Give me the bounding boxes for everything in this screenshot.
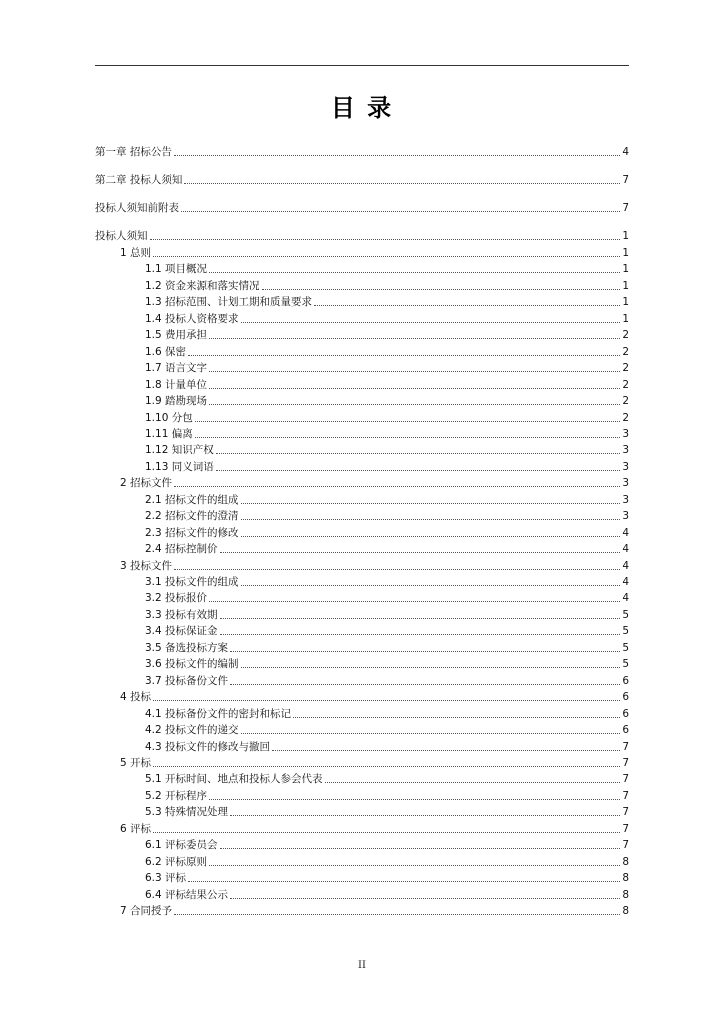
toc-entry[interactable] [145,673,629,687]
toc-entry-label: 3.2 投标报价 [145,592,208,605]
toc-leader-dots [150,239,621,240]
toc-entry[interactable] [145,492,629,506]
toc-leader-dots [216,453,621,454]
toc-entry-label: 投标人须知 [95,230,148,242]
toc-leader-dots [241,585,621,586]
toc-entry-label: 1.5 费用承担 [145,329,208,342]
toc-entry-label: 1.4 投标人资格要求 [145,312,239,325]
toc-entry-page: 7 [622,822,629,835]
toc-entry[interactable] [145,887,629,901]
toc-entry[interactable] [120,475,629,489]
toc-entry-page: 3 [622,510,629,523]
toc-leader-dots [153,700,620,701]
toc-leader-dots [272,750,620,751]
toc-entry-page: 6 [622,707,629,720]
toc-leader-dots [209,272,620,273]
toc-entry[interactable] [145,442,629,456]
toc-entry-page: 1 [622,279,629,292]
toc-leader-dots [184,183,620,184]
toc-entry-page: 2 [622,362,629,375]
toc-leader-dots [220,552,621,553]
toc-entry[interactable] [145,837,629,851]
toc-leader-dots [209,601,620,602]
toc-entry[interactable] [120,558,629,572]
toc-entry[interactable] [145,508,629,522]
toc-leader-dots [153,766,620,767]
toc-leader-dots [209,404,620,405]
toc-entry[interactable] [120,245,629,259]
toc-entry-page: 3 [622,427,629,440]
toc-entry-label: 1.10 分包 [145,411,193,424]
toc-leader-dots [241,503,621,504]
toc-leader-dots [230,651,620,652]
toc-entry[interactable] [120,689,629,703]
toc-entry-label: 5.2 开标程序 [145,789,208,802]
toc-entry[interactable] [145,854,629,868]
toc-entry-page: 7 [622,806,629,819]
toc-entry[interactable] [145,327,629,341]
toc-entry-label: 6 评标 [120,822,152,835]
toc-entry[interactable] [145,771,629,785]
toc-entry-label: 2.4 招标控制价 [145,543,218,556]
toc-entry-label: 2.2 招标文件的澄清 [145,510,239,523]
toc-entry-page: 2 [622,345,629,358]
toc-entry[interactable] [95,172,629,186]
toc-entry-page: 7 [622,740,629,753]
toc-entry-page: 7 [622,773,629,786]
toc-entry-label: 5 开标 [120,756,152,769]
toc-entry-label: 1.8 计量单位 [145,378,208,391]
toc-entry-page: 6 [622,691,629,704]
toc-entry-page: 4 [622,526,629,539]
toc-entry[interactable] [95,228,629,242]
toc-entry[interactable] [145,870,629,884]
toc-leader-dots [325,782,621,783]
toc-entry-page: 1 [622,247,629,259]
toc-entry-label: 1.2 资金来源和落实情况 [145,279,260,292]
toc-entry[interactable] [120,821,629,835]
toc-leader-dots [153,832,620,833]
toc-leader-dots [188,881,620,882]
toc-entry-label: 1.6 保密 [145,345,187,358]
toc-leader-dots [293,717,620,718]
toc-entry-page: 7 [622,756,629,769]
toc-entry[interactable] [145,261,629,275]
toc-entry[interactable] [145,541,629,555]
toc-entry[interactable] [95,144,629,158]
toc-entry[interactable] [145,706,629,720]
toc-entry-label: 6.4 评标结果公示 [145,888,229,901]
toc-entry-label: 1.13 同义词语 [145,460,214,473]
toc-entry-page: 3 [622,477,629,490]
toc-entry[interactable] [145,640,629,654]
toc-entry[interactable] [145,656,629,670]
toc-entry[interactable] [120,755,629,769]
toc-entry-label: 6.2 评标原则 [145,855,208,868]
toc-entry-page: 4 [622,146,629,158]
toc-entry-page: 2 [622,411,629,424]
toc-entry[interactable] [145,360,629,374]
toc-entry-label: 2 招标文件 [120,477,173,490]
toc-entry-page: 5 [622,625,629,638]
toc-title: 目 录 [330,93,394,122]
toc-leader-dots [195,421,621,422]
toc-entry-label: 1.11 偏离 [145,427,193,440]
toc-entry-page: 5 [622,658,629,671]
toc-entry[interactable] [120,903,629,917]
toc-entry-label: 3.1 投标文件的组成 [145,576,239,588]
toc-entry-label: 1.12 知识产权 [145,444,214,457]
toc-entry-page: 7 [622,839,629,852]
toc-entry-page: 6 [622,724,629,737]
toc-entry-page: 4 [622,543,629,556]
toc-leader-dots [174,914,620,915]
toc-entry[interactable] [145,410,629,424]
toc-leader-dots [230,815,620,816]
toc-entry[interactable] [145,739,629,753]
toc-entry[interactable] [145,311,629,325]
toc-leader-dots [174,486,620,487]
toc-leader-dots [209,865,620,866]
toc-entry-page: 6 [622,674,629,687]
toc-entry-page: 3 [622,444,629,457]
toc-leader-dots [216,470,621,471]
toc-leader-dots [153,256,620,257]
toc-leader-dots [241,322,621,323]
toc-entry-page: 2 [622,329,629,342]
toc-entry-label: 7 合同授予 [120,905,173,917]
toc-leader-dots [174,155,620,156]
toc-leader-dots [188,355,620,356]
toc-entry-label: 第一章 招标公告 [95,146,172,158]
toc-entry-label: 3.6 投标文件的编制 [145,658,239,671]
page-number: II [358,960,366,971]
toc-entry[interactable] [145,722,629,736]
toc-leader-dots [220,848,621,849]
toc-entry[interactable] [145,377,629,391]
toc-entry[interactable] [145,788,629,802]
toc-leader-dots [230,898,620,899]
toc-entry-page: 7 [622,174,629,186]
toc-leader-dots [262,289,621,290]
toc-entry-page: 1 [622,296,629,309]
toc-leader-dots [220,634,621,635]
toc-entry[interactable] [95,200,629,214]
toc-leader-dots [209,338,620,339]
toc-entry-label: 3.7 投标备份文件 [145,674,229,687]
toc-entry[interactable] [145,393,629,407]
toc-entry-page: 1 [622,230,629,242]
toc-entry-label: 2.3 招标文件的修改 [145,526,239,539]
toc-entry-page: 5 [622,641,629,654]
toc-leader-dots [220,618,621,619]
toc-entry-page: 8 [622,905,629,917]
toc-entry[interactable] [145,294,629,308]
toc-entry[interactable] [145,525,629,539]
toc-leader-dots [314,305,620,306]
toc-entry-label: 6.3 评标 [145,872,187,885]
toc-entry-label: 4.1 投标备份文件的密封和标记 [145,707,292,720]
toc-entry-label: 1.7 语言文字 [145,362,208,375]
toc-entry[interactable] [145,607,629,621]
toc-entry-label: 5.1 开标时间、地点和投标人参会代表 [145,773,323,786]
toc-entry-label: 1.9 踏勘现场 [145,395,208,408]
toc-entry-label: 3.5 备选投标方案 [145,641,229,654]
toc-entry-page: 2 [622,395,629,408]
toc-entry[interactable] [145,623,629,637]
toc-leader-dots [241,519,621,520]
toc-leader-dots [209,371,620,372]
toc-entry-label: 3 投标文件 [120,559,173,572]
toc-entry-page: 8 [622,872,629,885]
toc-leader-dots [241,733,621,734]
toc-leader-dots [241,536,621,537]
toc-leader-dots [209,388,620,389]
toc-leader-dots [209,799,620,800]
toc-entry-page: 7 [622,789,629,802]
toc-entry-label: 1.1 项目概况 [145,263,208,276]
toc-entry-page: 8 [622,855,629,868]
toc-leader-dots [174,569,620,570]
toc-entry[interactable] [145,459,629,473]
toc-entry-label: 第二章 投标人须知 [95,174,183,186]
toc-leader-dots [181,211,620,212]
toc-leader-dots [230,684,620,685]
toc-entry-page: 3 [622,460,629,473]
toc-entry[interactable] [145,804,629,818]
toc-entry[interactable] [145,278,629,292]
toc-entry[interactable] [145,344,629,358]
toc-entry-label: 3.4 投标保证金 [145,625,218,638]
toc-entry-label: 3.3 投标有效期 [145,608,218,621]
toc-entry-page: 1 [622,312,629,325]
toc-leader-dots [241,667,621,668]
toc-entry-page: 4 [622,592,629,605]
toc-entry-label: 6.1 评标委员会 [145,839,218,852]
toc-entry-page: 7 [622,202,629,214]
toc-entry-label: 4.3 投标文件的修改与撤回 [145,740,271,753]
toc-leader-dots [195,437,621,438]
toc-entry[interactable] [145,574,629,588]
toc-entry-label: 投标人须知前附表 [95,202,179,214]
toc-entry-label: 1.3 招标范围、计划工期和质量要求 [145,296,313,309]
toc-entry-page: 4 [622,559,629,572]
toc-entry-label: 4 投标 [120,691,152,704]
toc-entry-page: 5 [622,608,629,621]
toc-entry-label: 4.2 投标文件的递交 [145,724,239,737]
toc-entry-page: 8 [622,888,629,901]
toc-entry-label: 1 总则 [120,247,152,259]
toc-entry[interactable] [145,590,629,604]
toc-entry-label: 2.1 招标文件的组成 [145,493,239,506]
toc-entry[interactable] [145,426,629,440]
toc-entry-label: 5.3 特殊情况处理 [145,806,229,819]
toc-entry-page: 4 [622,576,629,588]
toc-entry-page: 1 [622,263,629,276]
toc-entry-page: 3 [622,493,629,506]
toc-entry-page: 2 [622,378,629,391]
